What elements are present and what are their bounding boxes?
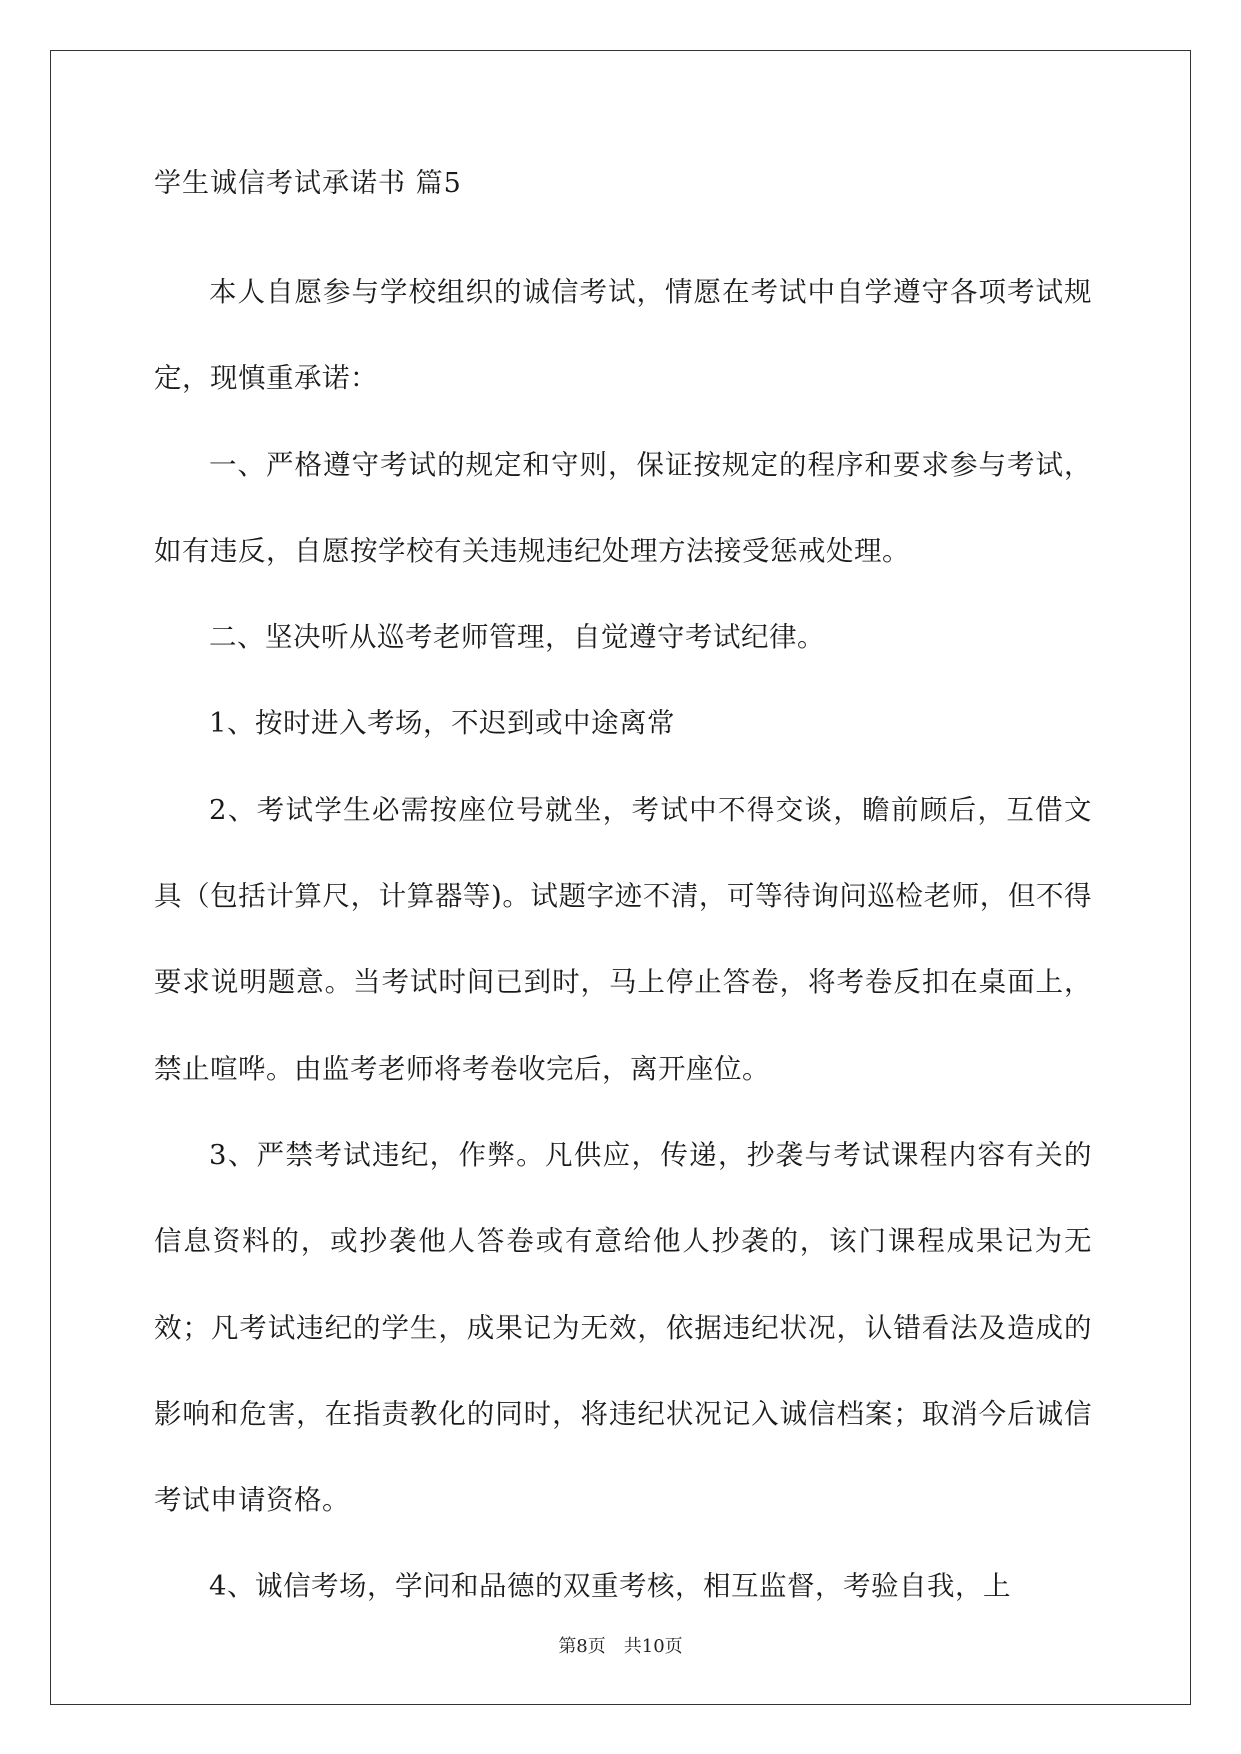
page-number: 第8页 共10页 [558,1636,683,1657]
paragraph-item-one: 一、严格遵守考试的规定和守则，保证按规定的程序和要求参与考试，如有违反，自愿按学校有关违规违纪处理方法接受惩戒处理。 [154,448,1092,567]
document-title: 学生诚信考试承诺书 篇5 [154,168,462,199]
paragraph-intro: 本人自愿参与学校组织的诚信考试，情愿在考试中自学遵守各项考试规定，现慎重承诺： [154,276,1092,395]
paragraph-rule-2: 2、考试学生必需按座位号就坐，考试中不得交谈，瞻前顾后，互借文具（包括计算尺，计算器等)。试题字迹不清，可等待询问巡检老师，但不得要求说明题意。当考试时间已到时，马上停止答卷，将考卷反扣在桌面上，禁止喧哗。由监考老师将考卷收完后，离开座位。 [154,793,1092,1085]
paragraph-rule-3: 3、严禁考试违纪，作弊。凡供应，传递，抄袭与考试课程内容有关的信息资料的，或抄袭他人答卷或有意给他人抄袭的，该门课程成果记为无效；凡考试违纪的学生，成果记为无效，依据违纪状况，认错看法及造成的影响和危害，在指责教化的同时，将违纪状况记入诚信档案；取消今后诚信考试申请资格。 [154,1138,1092,1517]
document-body [154,165,1092,1630]
paragraph-rule-1: 1、按时进入考场，不迟到或中途离常 [209,707,675,740]
paragraph-item-two: 二、坚决听从巡考老师管理，自觉遵守考试纪律。 [209,621,825,654]
paragraph-rule-4: 4、诚信考场，学问和品德的双重考核，相互监督，考验自我，上 [209,1570,1011,1603]
